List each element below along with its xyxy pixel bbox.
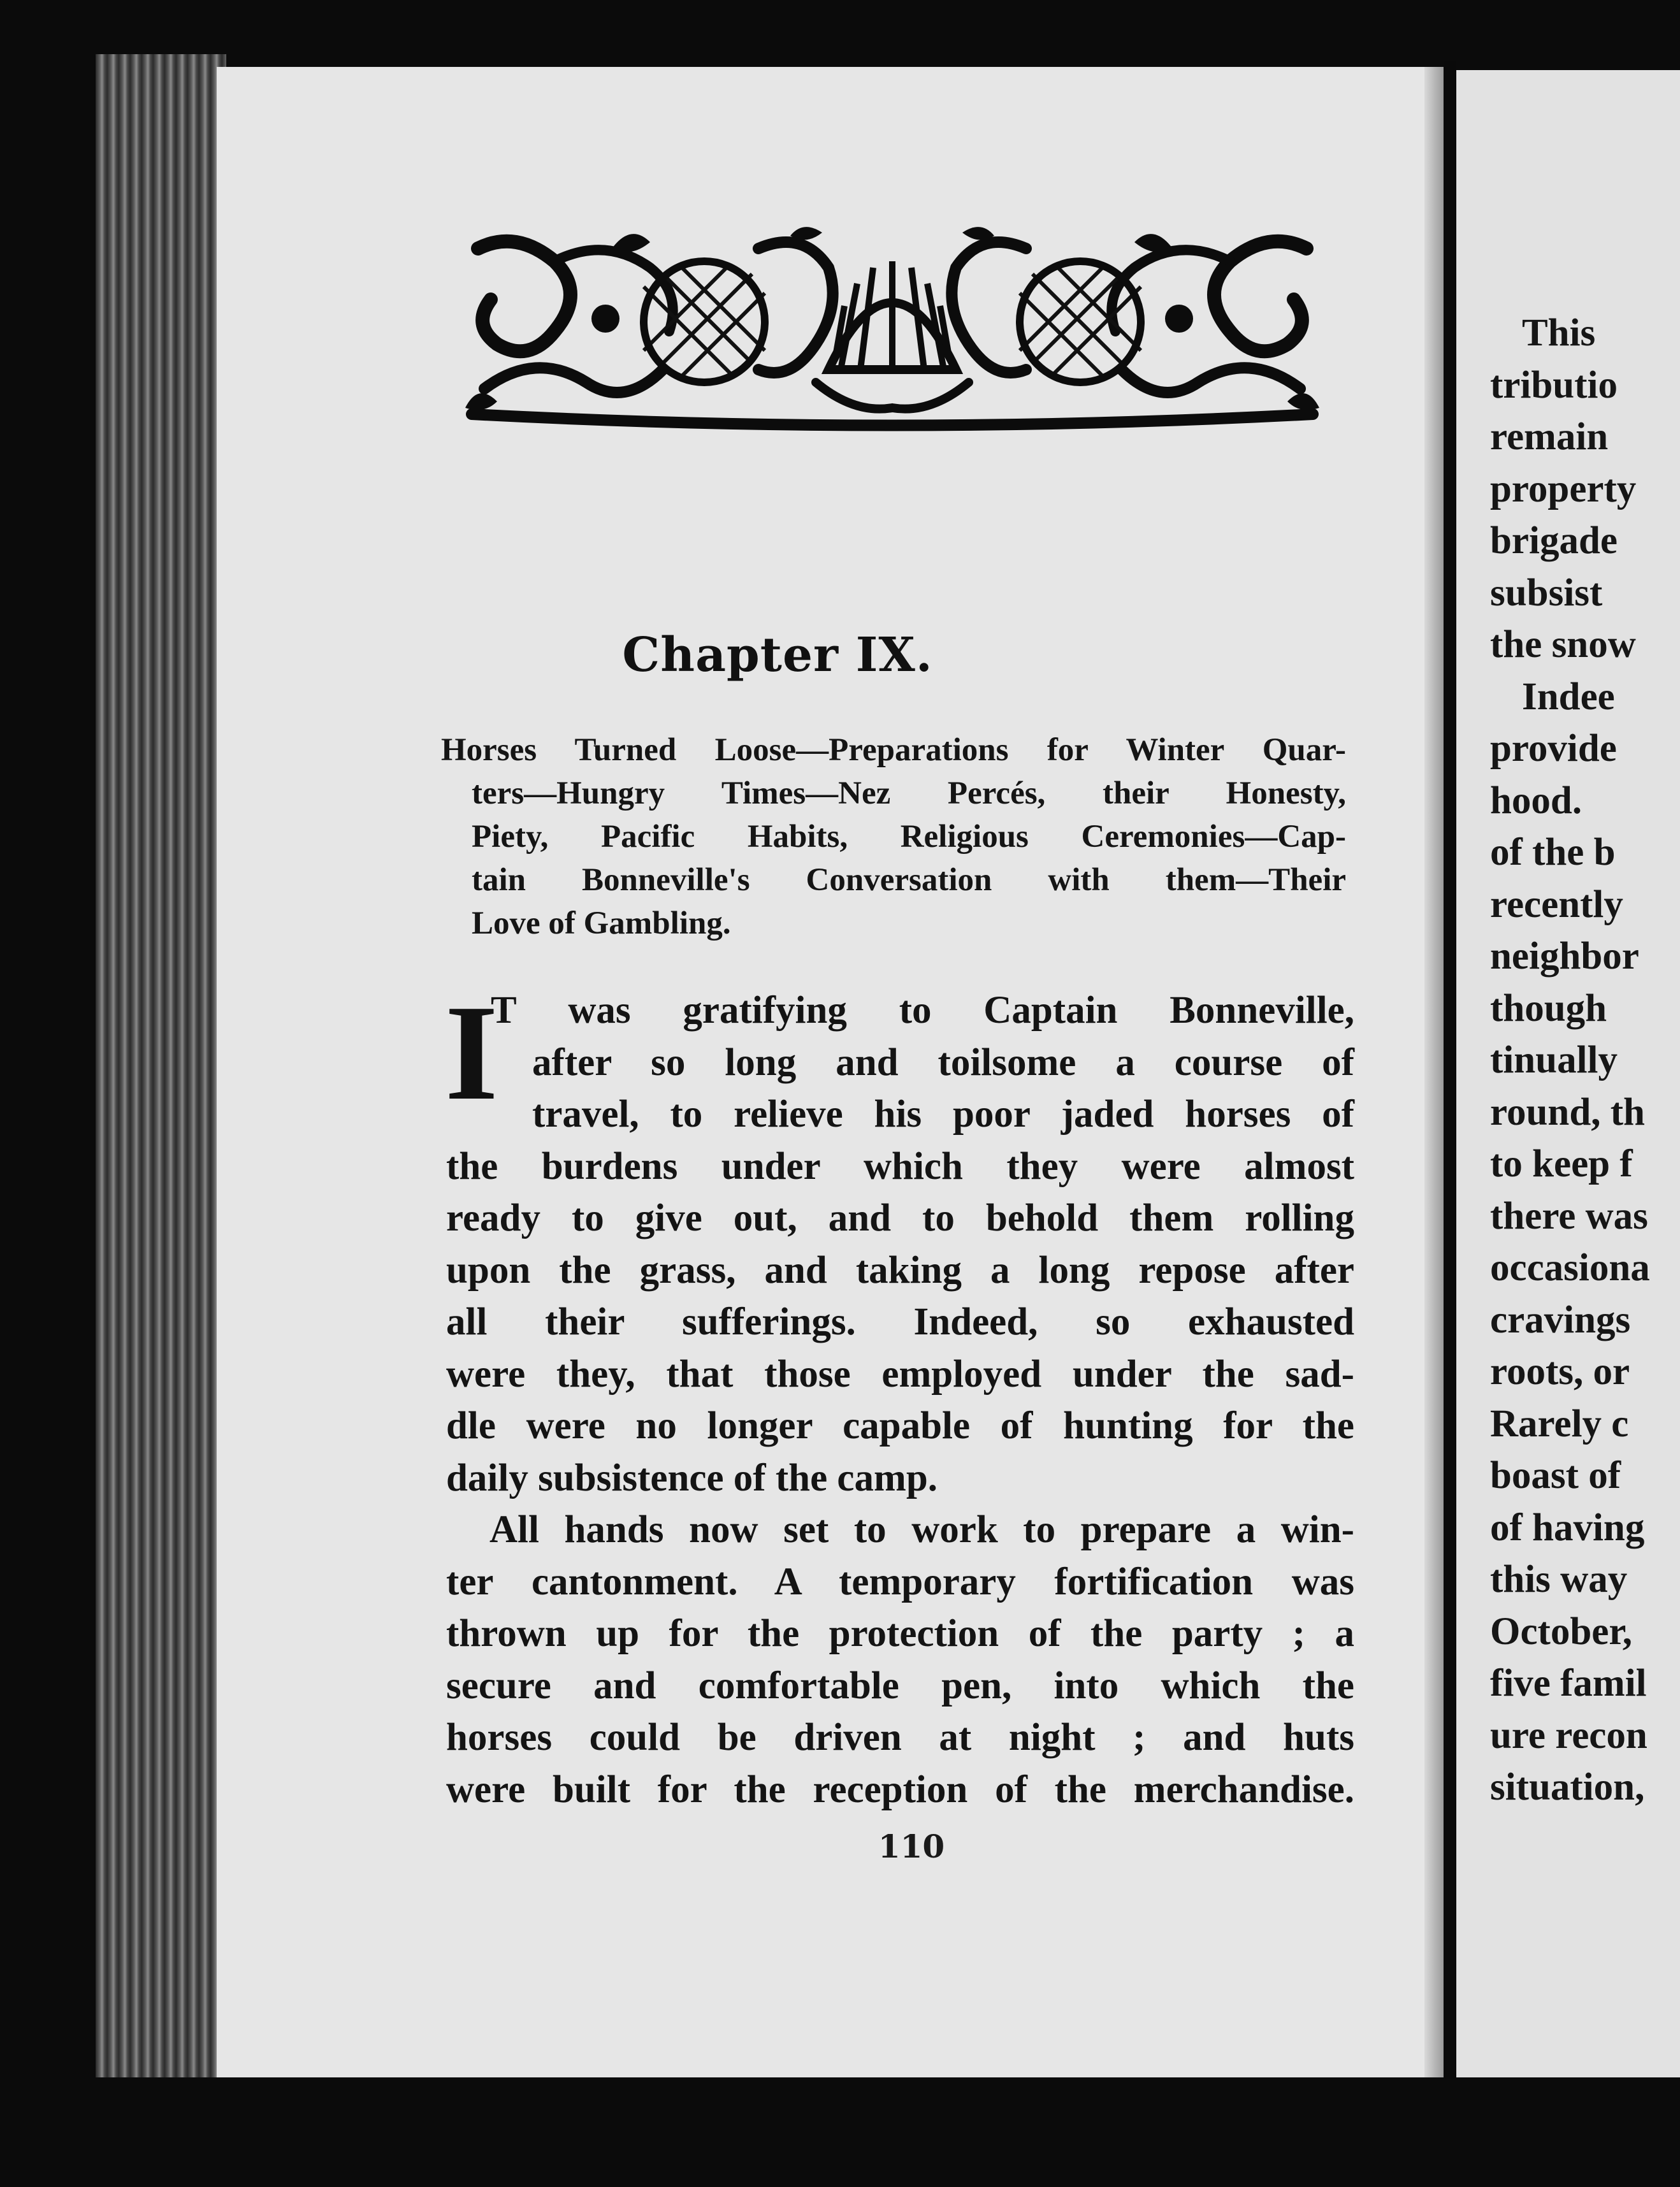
right-line: Indee — [1522, 675, 1615, 718]
synopsis-line: Horses Turned Loose—Preparations for Winter Quar- — [441, 732, 1346, 768]
body-line: the burdens under which they were almost — [446, 1144, 1354, 1188]
synopsis-line: Piety, Pacific Habits, Religious Ceremonies—Cap- — [472, 819, 1346, 855]
body-line: all their sufferings. Indeed, so exhausted — [446, 1301, 1354, 1343]
chapter-title: Chapter IX. — [622, 628, 933, 682]
right-line: This — [1522, 312, 1596, 354]
body-line: travel, to relieve his poor jaded horses of — [532, 1093, 1354, 1136]
right-line: of having — [1490, 1506, 1645, 1549]
right-line: five famil — [1490, 1662, 1647, 1705]
right-line: to keep f — [1490, 1143, 1633, 1185]
body-line: upon the grass, and taking a long repose after — [446, 1248, 1354, 1292]
body-line: were they, that those employed under the sad- — [446, 1352, 1354, 1396]
right-line: tinually — [1490, 1039, 1618, 1081]
body-text — [445, 976, 1354, 1815]
right-line: cravings — [1490, 1298, 1631, 1341]
right-line: provide — [1490, 727, 1617, 770]
right-line: situation, — [1490, 1766, 1645, 1808]
page-fore-edge — [96, 54, 226, 2077]
right-line: ure recon — [1490, 1714, 1647, 1757]
page-number: 110 — [878, 1828, 945, 1865]
right-line: property — [1490, 467, 1637, 510]
right-line: neighbor — [1490, 935, 1639, 978]
chapter-synopsis — [441, 728, 1346, 945]
body-line: after so long and toilsome a course of — [532, 1041, 1354, 1084]
body-line: ter cantonment. A temporary fortification was — [446, 1560, 1354, 1603]
right-line: October, — [1490, 1610, 1633, 1653]
body-line: daily subsistence of the camp. — [446, 1456, 938, 1499]
right-line: this way — [1490, 1558, 1628, 1601]
synopsis-line: Love of Gambling. — [472, 906, 731, 941]
right-line: the snow — [1490, 623, 1636, 666]
right-line: tributio — [1490, 363, 1618, 407]
right-line: hood. — [1490, 779, 1582, 822]
right-line: roots, or — [1490, 1350, 1630, 1393]
body-line: were built for the reception of the merchandise. — [446, 1768, 1354, 1811]
right-line: Rarely c — [1490, 1402, 1629, 1445]
drop-cap: I — [445, 976, 498, 1129]
ornament-headpiece-icon — [459, 223, 1326, 437]
body-line: horses could be driven at night ; and huts — [446, 1716, 1354, 1759]
right-line: remain — [1490, 415, 1609, 458]
body-line: secure and comfortable pen, into which the — [446, 1664, 1354, 1707]
right-line: round, th — [1490, 1090, 1645, 1134]
right-line: brigade — [1490, 519, 1618, 562]
right-line: of the b — [1490, 831, 1616, 874]
synopsis-line: tain Bonneville's Conversation with them—Their — [472, 862, 1346, 898]
body-line: thrown up for the protection of the party ; a — [446, 1612, 1354, 1655]
page-gutter — [1424, 67, 1444, 2077]
synopsis-line: ters—Hungry Times—Nez Percés, their Honesty, — [472, 776, 1346, 811]
right-line: recently — [1490, 883, 1623, 926]
bottom-shadow — [89, 2079, 1680, 2187]
right-line: occasiona — [1490, 1246, 1650, 1289]
right-line: boast of — [1490, 1454, 1621, 1497]
body-line: All hands now set to work to prepare a win- — [489, 1508, 1354, 1551]
right-page-text — [1490, 307, 1680, 1814]
spine-shadow — [1444, 61, 1456, 2084]
body-line: T was gratifying to Captain Bonneville, — [491, 989, 1354, 1032]
right-line: there was — [1490, 1194, 1648, 1238]
body-line: ready to give out, and to behold them rolling — [446, 1197, 1354, 1239]
right-line: subsist — [1490, 571, 1603, 614]
body-line: dle were no longer capable of hunting for the — [446, 1404, 1354, 1447]
right-line: though — [1490, 986, 1607, 1030]
